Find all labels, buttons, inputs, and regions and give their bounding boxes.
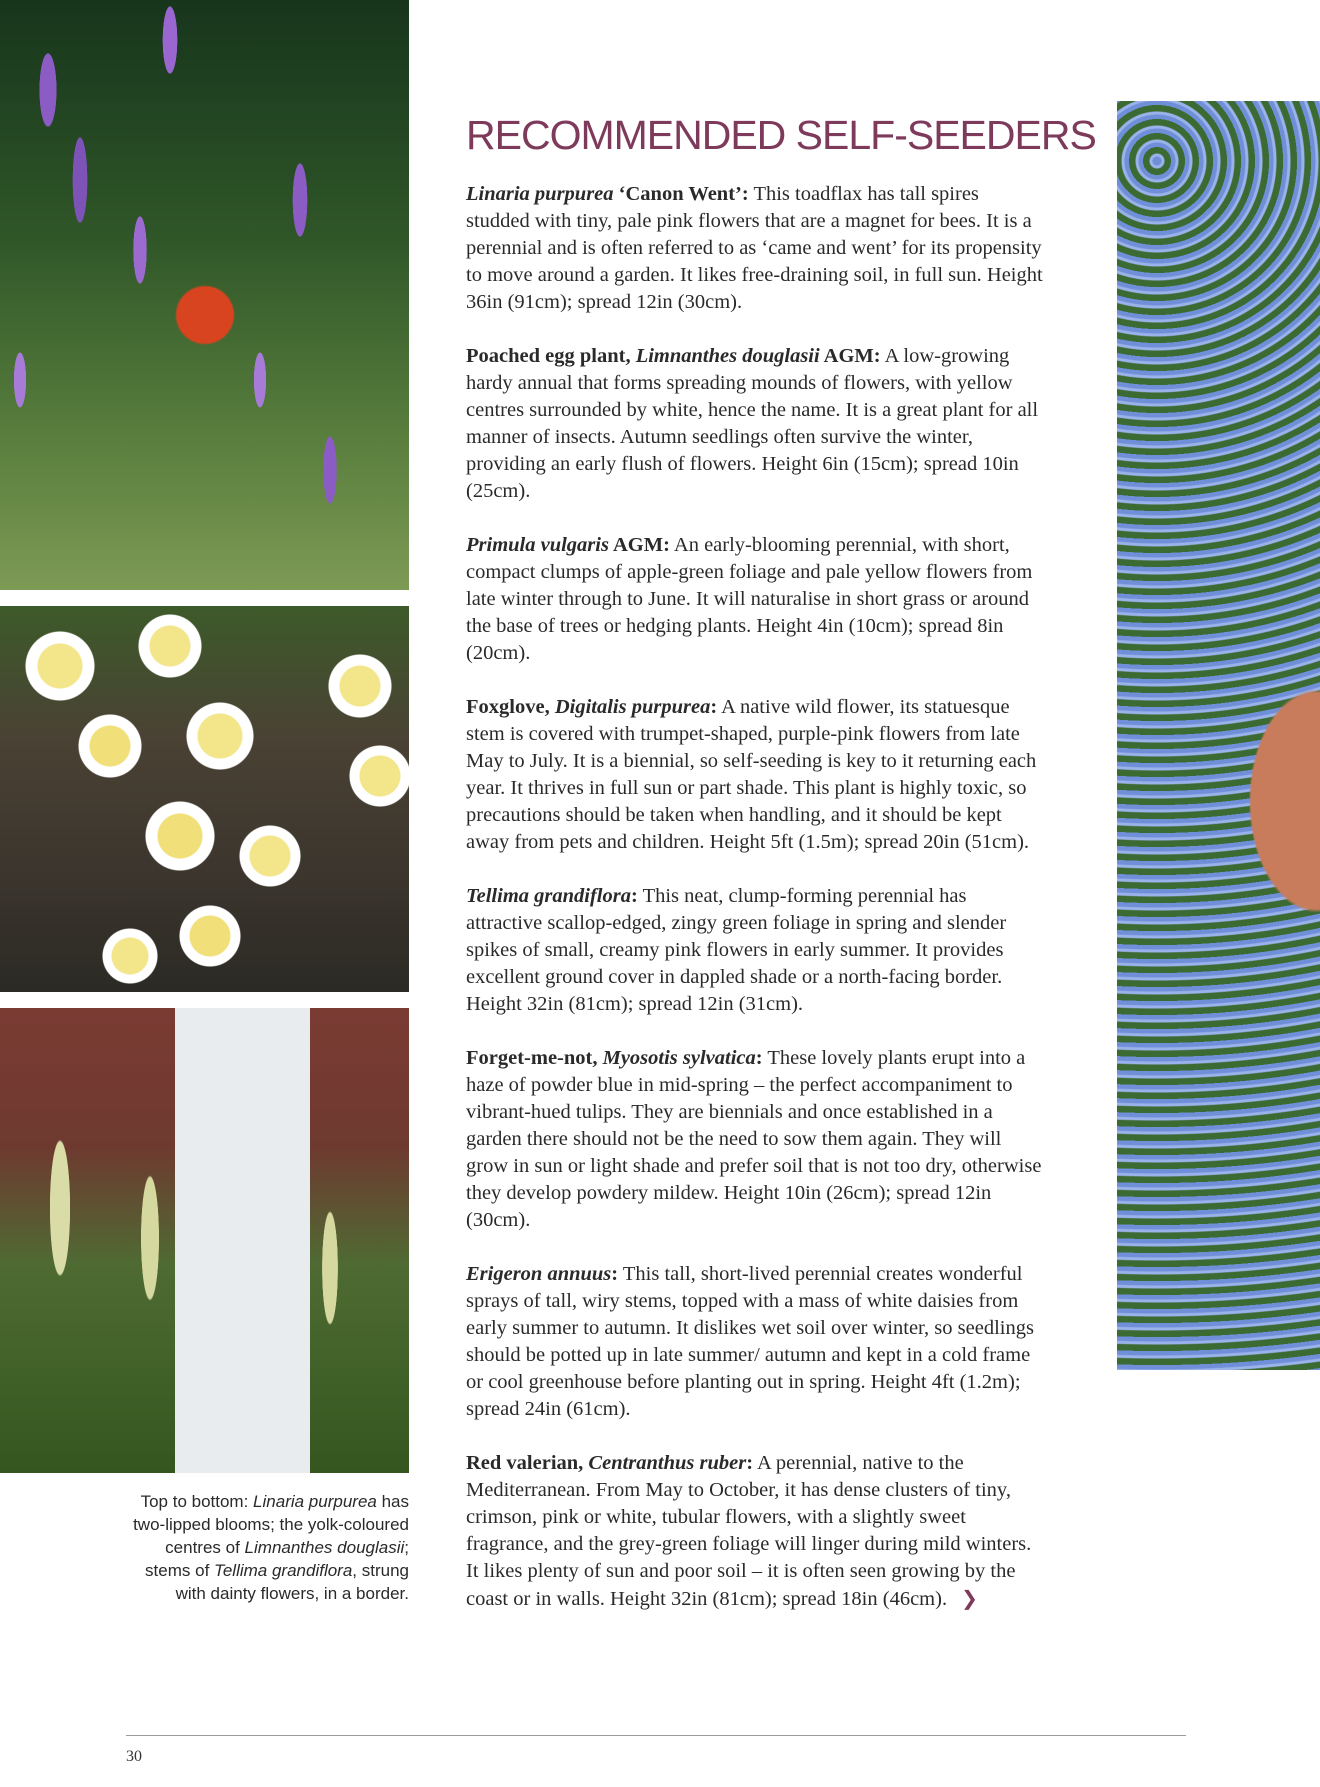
plant-description: A perennial, native to the Mediterranean. From May to October, it has dense clusters of tiny, crimson, pink or white, tubular flowers, with a slightly sweet fragrance, and the grey-green foliage will linger during mild winters. It likes plenty of sun and poor soil – it is often seen growing by the coast or in walls. Height 32in (81cm); spread 18in (46cm). (466, 1452, 1032, 1610)
continue-arrow-icon: ❯ (961, 1586, 978, 1610)
footer-divider (126, 1735, 1186, 1736)
caption-text: Top to bottom: (140, 1492, 254, 1511)
plant-name: Linaria purpurea ‘Canon Went’: (466, 183, 749, 205)
caption-italic: Linaria purpurea (253, 1492, 377, 1511)
photo-caption (130, 1490, 409, 1605)
plant-entry (466, 883, 1046, 1018)
plant-entry (466, 343, 1046, 505)
plant-name: Forget-me-not, Myosotis sylvatica: (466, 1047, 763, 1069)
caption-text: , strung with dainty flowers, in a border. (175, 1561, 409, 1603)
plant-name: Tellima grandiflora: (466, 885, 638, 907)
plant-description: This tall, short-lived perennial creates wonderful sprays of tall, wiry stems, topped with a mass of white daisies from early summer to autumn. It dislikes wet soil over winter, so seedlings should be potted up in late summer/ autumn and kept in a cold frame or cool greenhouse before planting out in spring. Height 4ft (1.2m); spread 24in (61cm). (466, 1263, 1034, 1420)
plant-name: Primula vulgaris AGM: (466, 534, 670, 556)
plant-entry (466, 181, 1046, 316)
plant-name: Erigeron annuus: (466, 1263, 619, 1285)
photo-limnanthes-douglasii (0, 606, 409, 992)
plant-description: This neat, clump-forming perennial has attractive scallop-edged, zingy green foliage in spring and slender spikes of small, creamy pink flowers in early summer. It provides excellent ground cover in dappled shade or a north-facing border. Height 32in (81cm); spread 12in (31cm). (466, 885, 1007, 1015)
plant-description: A low-growing hardy annual that forms spreading mounds of flowers, with yellow centres surrounded by white, hence the name. It is a great plant for all manner of insects. Autumn seedlings often survive the winter, providing an early flush of flowers. Height 6in (15cm); spread 10in (25cm). (466, 345, 1039, 502)
plant-name: Poached egg plant, Limnanthes douglasii AGM: (466, 345, 881, 367)
caption-text: ; stems of (145, 1538, 409, 1580)
caption-italic: Limnanthes douglasii (244, 1538, 405, 1557)
plant-entries (466, 181, 1046, 1640)
page-number: 30 (126, 1748, 142, 1765)
photo-linaria-purpurea (0, 0, 409, 590)
plant-name: Foxglove, Digitalis purpurea: (466, 696, 718, 718)
caption-italic: Tellima grandiflora (214, 1561, 353, 1580)
plant-entry (466, 532, 1046, 667)
plant-entry (466, 694, 1046, 856)
photo-forget-me-nots (1117, 101, 1320, 1370)
plant-description: A native wild flower, its statuesque stem is covered with trumpet-shaped, purple-pink flowers from late May to July. It is a biennial, so self-seeding is key to it returning each year. It thrives in full sun or part shade. This plant is highly toxic, so precautions should be taken when handling, and it should be kept away from pets and children. Height 5ft (1.5m); spread 20in (51cm). (466, 696, 1037, 853)
plant-description: An early-blooming perennial, with short, compact clumps of apple-green foliage and pale yellow flowers from late winter through to June. It will naturalise in short grass or around the base of trees or hedging plants. Height 4in (10cm); spread 8in (20cm). (466, 534, 1033, 664)
plant-entry (466, 1261, 1046, 1423)
plant-description: This toadflax has tall spires studded with tiny, pale pink flowers that are a magnet for bees. It is a perennial and is often referred to as ‘came and went’ for its propensity to move around a garden. It likes free-draining soil, in full sun. Height 36in (91cm); spread 12in (30cm). (466, 183, 1043, 313)
plant-entry (466, 1045, 1046, 1234)
plant-description: These lovely plants erupt into a haze of powder blue in mid-spring – the perfect accompaniment to vibrant-hued tulips. They are biennials and once established in a garden there should not be the need to sow them again. They will grow in sun or light shade and prefer soil that is not too dry, otherwise they develop powdery mildew. Height 10in (26cm); spread 12in (30cm). (466, 1047, 1042, 1231)
plant-name: Red valerian, Centranthus ruber: (466, 1452, 754, 1474)
caption-text: has two-lipped blooms; the yolk-coloured centres of (133, 1492, 409, 1557)
page-heading: RECOMMENDED SELF-SEEDERS (466, 112, 1096, 158)
plant-entry (466, 1450, 1046, 1613)
photo-tellima-grandiflora (0, 1008, 409, 1473)
